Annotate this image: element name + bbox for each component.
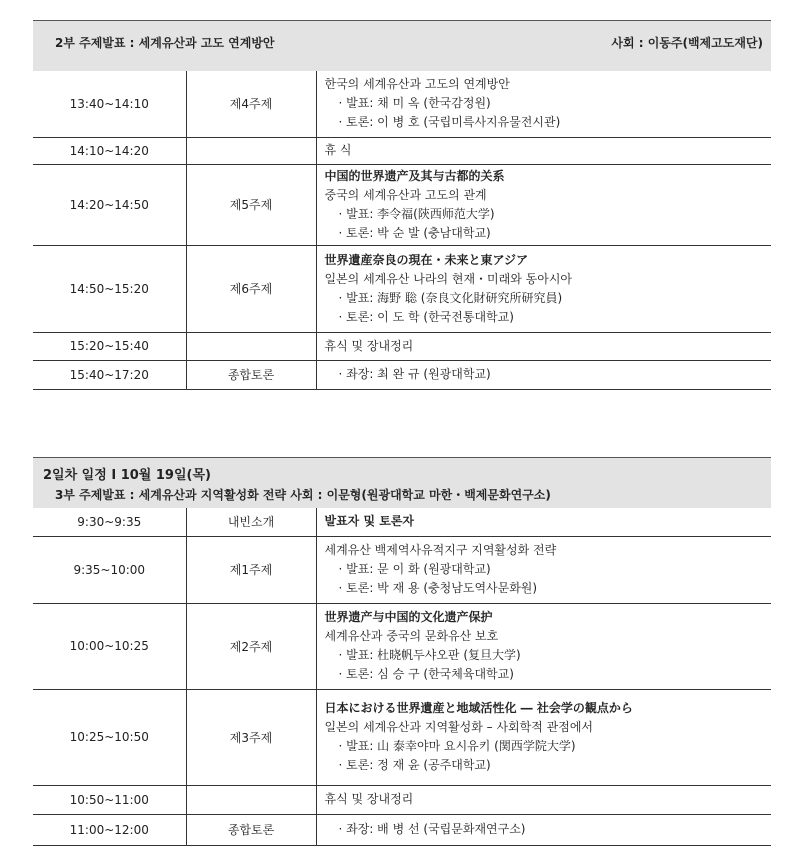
content-cell: [316, 164, 771, 245]
content-cell: [316, 689, 771, 785]
content-cell: [316, 360, 771, 389]
schedule-row: [33, 360, 771, 389]
topic-cell: 내빈소개: [186, 508, 316, 536]
presenter-line: · 발표: 李令福(陝西师范大学): [338, 206, 495, 221]
discussant-line: · 토론: 이 병 호 (국립미륵사지유물전시관): [338, 115, 561, 130]
topic-cell: 종합토론: [186, 814, 316, 845]
part2-title: 2부 주제발표 : 세계유산과 고도 연계방안: [55, 36, 275, 50]
time-cell: 14:10~14:20: [33, 137, 186, 164]
content-cell: [316, 245, 771, 332]
presenter-line: · 좌장: 최 완 규 (원광대학교): [338, 367, 491, 381]
session-title: 휴 식: [324, 143, 352, 157]
session-title: 발표자 및 토론자: [324, 514, 415, 529]
time-cell: 14:20~14:50: [33, 164, 186, 245]
topic-cell: [186, 785, 316, 814]
presenter-line: · 발표: 杜晓帆두샤오판 (复旦大学): [338, 648, 521, 662]
schedule-row: [33, 536, 771, 603]
part2-section: [33, 20, 771, 390]
schedule-row: [33, 71, 771, 137]
content-cell: [316, 71, 771, 137]
content-cell: [316, 603, 771, 689]
part2-schedule-table: [33, 71, 771, 390]
schedule-row: [33, 689, 771, 785]
schedule-row: [33, 603, 771, 689]
schedule-row: [33, 164, 771, 245]
schedule-row: [33, 137, 771, 164]
session-subtitle: 중국의 세계유산과 고도의 관계: [324, 187, 487, 202]
session-subtitle: 일본의 세계유산과 지역활성화 – 사회학적 관점에서: [324, 720, 594, 734]
part2-moderator: 사회 : 이동주(백제고도재단): [611, 36, 763, 50]
day2-subtitle: 3부 주제발표 : 세계유산과 지역활성화 전략 사회 : 이문형(원광대학교 마한・백제문화연구소): [55, 488, 551, 502]
topic-cell: 제1주제: [186, 536, 316, 603]
day2-section: [33, 457, 771, 846]
session-title: 世界遗产与中国的文化遗产保护: [324, 610, 493, 624]
session-title: 휴식 및 장내정리: [324, 338, 414, 353]
presenter-line: · 좌장: 배 병 선 (국립문화재연구소): [338, 822, 526, 836]
session-subtitle: 일본의 세계유산 나라의 현재・미래와 동아시아: [324, 271, 573, 286]
topic-cell: [186, 137, 316, 164]
session-title: 휴식 및 장내정리: [324, 792, 414, 806]
time-cell: 10:50~11:00: [33, 785, 186, 814]
topic-cell: [186, 332, 316, 360]
time-cell: 13:40~14:10: [33, 71, 186, 137]
discussant-line: · 토론: 정 재 윤 (공주대학교): [338, 758, 491, 772]
session-title: 세계유산 백제역사유적지구 지역활성화 전략: [324, 543, 557, 557]
time-cell: 14:50~15:20: [33, 245, 186, 332]
time-cell: 11:00~12:00: [33, 814, 186, 845]
session-title: 世界遺産奈良の現在・未来と東アジア: [324, 252, 529, 267]
topic-cell: 제3주제: [186, 689, 316, 785]
session-title: 한국의 세계유산과 고도의 연계방안: [324, 77, 510, 92]
content-cell: [316, 508, 771, 536]
time-cell: 10:00~10:25: [33, 603, 186, 689]
content-cell: [316, 137, 771, 164]
session-title: 日本における世界遺産と地域活性化 ― 社会学の観点から: [324, 701, 633, 715]
discussant-line: · 토론: 이 도 학 (한국전통대학교): [338, 309, 514, 324]
time-cell: 15:40~17:20: [33, 360, 186, 389]
schedule-row: [33, 785, 771, 814]
schedule-row: [33, 332, 771, 360]
presenter-line: · 발표: 채 미 옥 (한국감정원): [338, 96, 491, 111]
time-cell: 9:35~10:00: [33, 536, 186, 603]
time-cell: 9:30~9:35: [33, 508, 186, 536]
presenter-line: · 발표: 문 이 화 (원광대학교): [338, 562, 491, 576]
presenter-line: · 발표: 海野 聡 (奈良文化財研究所研究員): [338, 290, 563, 305]
day2-schedule-table: [33, 508, 771, 846]
time-cell: 15:20~15:40: [33, 332, 186, 360]
discussant-line: · 토론: 박 재 용 (충청남도역사문화원): [338, 581, 538, 595]
topic-cell: 제6주제: [186, 245, 316, 332]
discussant-line: · 토론: 박 순 발 (충남대학교): [338, 225, 491, 240]
day2-header: [33, 457, 771, 508]
schedule-row: [33, 508, 771, 536]
content-cell: [316, 785, 771, 814]
topic-cell: 제4주제: [186, 71, 316, 137]
time-cell: 10:25~10:50: [33, 689, 186, 785]
topic-cell: 종합토론: [186, 360, 316, 389]
session-title: 中国的世界遗产及其与古都的关系: [324, 168, 505, 183]
content-cell: [316, 814, 771, 845]
schedule-row: [33, 814, 771, 845]
schedule-row: [33, 245, 771, 332]
content-cell: [316, 536, 771, 603]
day2-title: 2일차 일정 Ι 10월 19일(목): [43, 468, 211, 483]
discussant-line: · 토론: 심 승 구 (한국체육대학교): [338, 667, 514, 681]
topic-cell: 제5주제: [186, 164, 316, 245]
part2-header: [33, 20, 771, 71]
topic-cell: 제2주제: [186, 603, 316, 689]
presenter-line: · 발표: 山 泰幸야마 요시유키 (関西学院大学): [338, 739, 576, 753]
session-subtitle: 세계유산과 중국의 문화유산 보호: [324, 629, 499, 643]
content-cell: [316, 332, 771, 360]
